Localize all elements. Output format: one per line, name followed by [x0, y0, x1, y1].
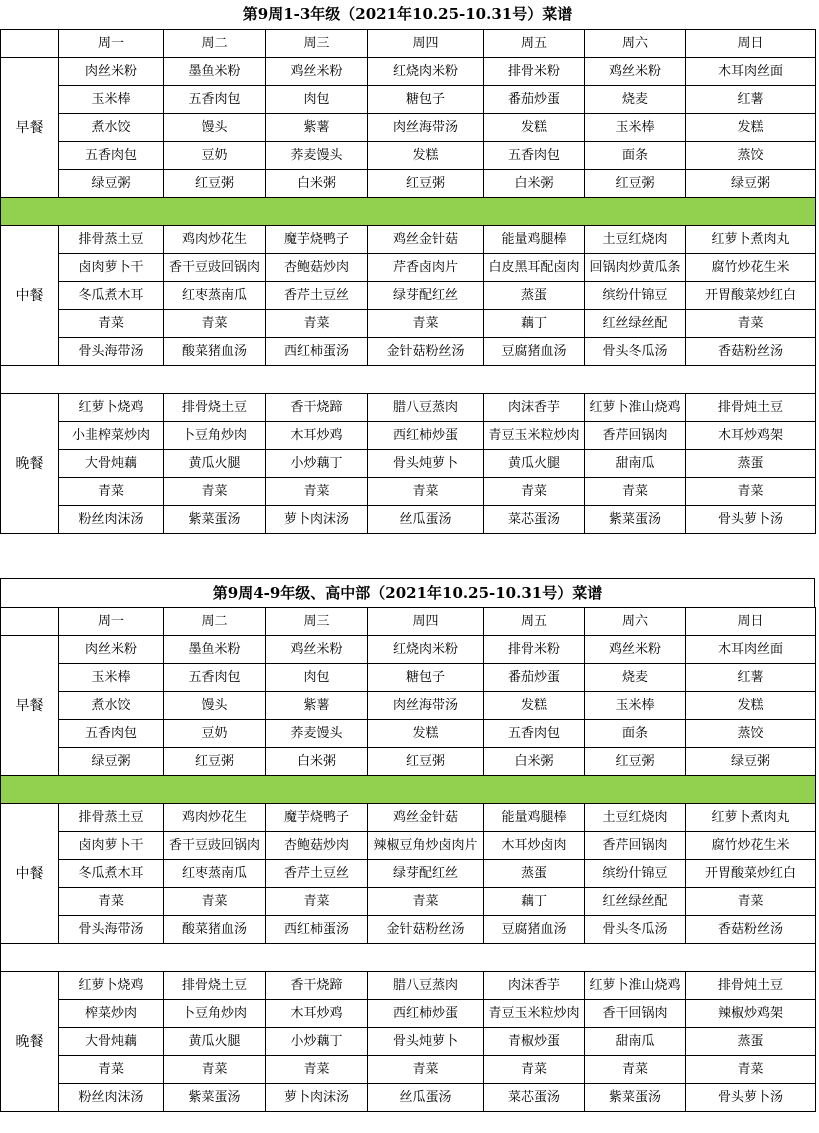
dish-cell: 青菜: [164, 310, 266, 338]
dish-cell: 红丝绿丝配: [585, 310, 686, 338]
day-header: 周日: [686, 30, 816, 58]
dish-cell: 甜南瓜: [585, 1028, 686, 1056]
dish-cell: 西红柿蛋汤: [266, 338, 368, 366]
dish-cell: 烧麦: [585, 664, 686, 692]
dish-cell: 香干烧蹄: [266, 972, 368, 1000]
dish-cell: 榨菜炒肉: [59, 1000, 164, 1028]
dish-cell: 排骨烧土豆: [164, 972, 266, 1000]
dish-cell: 紫菜蛋汤: [164, 506, 266, 534]
dish-cell: 玉米棒: [59, 86, 164, 114]
dish-cell: 青椒炒蛋: [484, 1028, 585, 1056]
dish-cell: 紫薯: [266, 692, 368, 720]
day-header: 周四: [368, 608, 484, 636]
table-row: [1, 478, 816, 506]
day-header: 周二: [164, 608, 266, 636]
dish-cell: 粉丝肉沫汤: [59, 506, 164, 534]
dish-cell: 红丝绿丝配: [585, 888, 686, 916]
table-row: [1, 114, 816, 142]
table-row: [1, 1084, 816, 1112]
dish-cell: 肉丝海带汤: [368, 692, 484, 720]
dish-cell: 五香肉包: [164, 664, 266, 692]
dish-cell: 肉包: [266, 86, 368, 114]
dish-cell: 鸡丝米粉: [585, 58, 686, 86]
dish-cell: 红豆粥: [164, 748, 266, 776]
dish-cell: 木耳肉丝面: [686, 58, 816, 86]
dish-cell: 青菜: [266, 310, 368, 338]
dish-cell: 红豆粥: [368, 748, 484, 776]
table-row: [1, 170, 816, 198]
meal-label: 中餐: [1, 804, 59, 944]
dish-cell: 青菜: [484, 1056, 585, 1084]
menu-table: [0, 29, 816, 534]
table-row: [1, 1000, 816, 1028]
dish-cell: 鸡丝米粉: [266, 636, 368, 664]
table-row: [1, 282, 816, 310]
day-header: 周一: [59, 608, 164, 636]
blank-separator-row: [1, 366, 816, 394]
dish-cell: 蒸蛋: [484, 282, 585, 310]
table-row: [1, 832, 816, 860]
dish-cell: 白米粥: [484, 748, 585, 776]
table-row: [1, 916, 816, 944]
menu-title: 第9周1-3年级（2021年10.25-10.31号）菜谱: [242, 5, 573, 23]
dish-cell: 藕丁: [484, 888, 585, 916]
dish-cell: 骨头海带汤: [59, 338, 164, 366]
dish-cell: 青菜: [686, 310, 816, 338]
dish-cell: 青豆玉米粒炒肉: [484, 1000, 585, 1028]
dish-cell: 青菜: [368, 310, 484, 338]
dish-cell: 骨头萝卜汤: [686, 1084, 816, 1112]
dish-cell: 杏鲍菇炒肉: [266, 254, 368, 282]
dish-cell: 黄瓜火腿: [164, 450, 266, 478]
dish-cell: 魔芋烧鸭子: [266, 804, 368, 832]
dish-cell: 肉沫香芋: [484, 394, 585, 422]
dish-cell: 卤肉萝卜干: [59, 832, 164, 860]
dish-cell: 小韭榨菜炒肉: [59, 422, 164, 450]
dish-cell: 白皮黑耳配卤肉: [484, 254, 585, 282]
dish-cell: 香干烧蹄: [266, 394, 368, 422]
table-row: [1, 422, 816, 450]
dish-cell: 粉丝肉沫汤: [59, 1084, 164, 1112]
dish-cell: 骨头海带汤: [59, 916, 164, 944]
dish-cell: 蒸蛋: [484, 860, 585, 888]
dish-cell: 红萝卜烧鸡: [59, 972, 164, 1000]
dish-cell: 煮水饺: [59, 114, 164, 142]
dish-cell: 杏鲍菇炒肉: [266, 832, 368, 860]
dish-cell: 青菜: [368, 888, 484, 916]
dish-cell: 菜芯蛋汤: [484, 1084, 585, 1112]
dish-cell: 紫薯: [266, 114, 368, 142]
dish-cell: 蒸饺: [686, 142, 816, 170]
separator-cell: [1, 776, 816, 804]
dish-cell: 木耳炒卤肉: [484, 832, 585, 860]
table-row: [1, 394, 816, 422]
dish-cell: 绿芽配红丝: [368, 860, 484, 888]
dish-cell: 馒头: [164, 114, 266, 142]
dish-cell: 骨头萝卜汤: [686, 506, 816, 534]
blank-separator-row: [1, 944, 816, 972]
dish-cell: 玉米棒: [585, 114, 686, 142]
dish-cell: 黄瓜火腿: [484, 450, 585, 478]
corner-cell: [1, 608, 59, 636]
dish-cell: 红萝卜淮山烧鸡: [585, 394, 686, 422]
dish-cell: 红萝卜烧鸡: [59, 394, 164, 422]
table-row: [1, 338, 816, 366]
dish-cell: 发糕: [484, 114, 585, 142]
dish-cell: 鸡丝米粉: [266, 58, 368, 86]
dish-cell: 藕丁: [484, 310, 585, 338]
table-row: [1, 506, 816, 534]
dish-cell: 紫菜蛋汤: [585, 1084, 686, 1112]
menu-body: [1, 30, 816, 534]
table-row: [1, 226, 816, 254]
dish-cell: 萝卜肉沫汤: [266, 506, 368, 534]
dish-cell: 红烧肉米粉: [368, 58, 484, 86]
dish-cell: 骨头炖萝卜: [368, 1028, 484, 1056]
day-header: 周三: [266, 608, 368, 636]
day-header: 周五: [484, 30, 585, 58]
dish-cell: 豆奶: [164, 720, 266, 748]
dish-cell: 青菜: [686, 888, 816, 916]
dish-cell: 白米粥: [484, 170, 585, 198]
dish-cell: 排骨米粉: [484, 636, 585, 664]
dish-cell: 肉包: [266, 664, 368, 692]
dish-cell: 红豆粥: [585, 748, 686, 776]
dish-cell: 丝瓜蛋汤: [368, 506, 484, 534]
dish-cell: 白米粥: [266, 170, 368, 198]
dish-cell: 肉沫香芋: [484, 972, 585, 1000]
dish-cell: 香芹回锅肉: [585, 422, 686, 450]
table-row: [1, 720, 816, 748]
table-row: [1, 310, 816, 338]
dish-cell: 木耳炒鸡: [266, 422, 368, 450]
dish-cell: 土豆红烧肉: [585, 804, 686, 832]
dish-cell: 排骨米粉: [484, 58, 585, 86]
dish-cell: 缤纷什锦豆: [585, 282, 686, 310]
dish-cell: 青菜: [164, 1056, 266, 1084]
dish-cell: 玉米棒: [59, 664, 164, 692]
dish-cell: 绿豆粥: [686, 170, 816, 198]
dish-cell: 卜豆角炒肉: [164, 422, 266, 450]
menu-body: [1, 608, 816, 1112]
dish-cell: 魔芋烧鸭子: [266, 226, 368, 254]
dish-cell: 面条: [585, 142, 686, 170]
table-row: [1, 692, 816, 720]
dish-cell: 发糕: [368, 142, 484, 170]
table-row: [1, 58, 816, 86]
dish-cell: 红枣蒸南瓜: [164, 860, 266, 888]
dish-cell: 红枣蒸南瓜: [164, 282, 266, 310]
dish-cell: 豆腐猪血汤: [484, 916, 585, 944]
dish-cell: 绿豆粥: [59, 748, 164, 776]
table-row: [1, 860, 816, 888]
dish-cell: 发糕: [368, 720, 484, 748]
dish-cell: 回锅肉炒黄瓜条: [585, 254, 686, 282]
dish-cell: 香芹土豆丝: [266, 282, 368, 310]
dish-cell: 红豆粥: [368, 170, 484, 198]
dish-cell: 冬瓜煮木耳: [59, 282, 164, 310]
dish-cell: 五香肉包: [164, 86, 266, 114]
dish-cell: 辣椒炒鸡架: [686, 1000, 816, 1028]
corner-cell: [1, 30, 59, 58]
dish-cell: 紫菜蛋汤: [164, 1084, 266, 1112]
dish-cell: 木耳炒鸡架: [686, 422, 816, 450]
dish-cell: 红薯: [686, 86, 816, 114]
dish-cell: 萝卜肉沫汤: [266, 1084, 368, 1112]
dish-cell: 糖包子: [368, 86, 484, 114]
dish-cell: 木耳肉丝面: [686, 636, 816, 664]
dish-cell: 青菜: [59, 888, 164, 916]
dish-cell: 鸡丝米粉: [585, 636, 686, 664]
dish-cell: 五香肉包: [59, 720, 164, 748]
dish-cell: 肉丝米粉: [59, 58, 164, 86]
day-header: 周五: [484, 608, 585, 636]
dish-cell: 蒸蛋: [686, 1028, 816, 1056]
dish-cell: 小炒藕丁: [266, 450, 368, 478]
dish-cell: 豆腐猪血汤: [484, 338, 585, 366]
dish-cell: 开胃酸菜炒红白: [686, 860, 816, 888]
day-header: 周日: [686, 608, 816, 636]
green-separator-row: [1, 198, 816, 226]
dish-cell: 绿豆粥: [59, 170, 164, 198]
table-row: [1, 1028, 816, 1056]
dish-cell: 五香肉包: [484, 142, 585, 170]
separator-cell: [1, 944, 816, 972]
meal-label: 早餐: [1, 636, 59, 776]
dish-cell: 番茄炒蛋: [484, 86, 585, 114]
separator-cell: [1, 366, 816, 394]
dish-cell: 紫菜蛋汤: [585, 506, 686, 534]
dish-cell: 排骨炖土豆: [686, 972, 816, 1000]
dish-cell: 金针菇粉丝汤: [368, 338, 484, 366]
table-row: [1, 972, 816, 1000]
dish-cell: 冬瓜煮木耳: [59, 860, 164, 888]
dish-cell: 青菜: [59, 478, 164, 506]
dish-cell: 西红柿炒蛋: [368, 422, 484, 450]
dish-cell: 煮水饺: [59, 692, 164, 720]
dish-cell: 鸡丝金针菇: [368, 804, 484, 832]
dish-cell: 骨头冬瓜汤: [585, 916, 686, 944]
dish-cell: 腊八豆蒸肉: [368, 972, 484, 1000]
meal-label: 早餐: [1, 58, 59, 198]
dish-cell: 排骨炖土豆: [686, 394, 816, 422]
dish-cell: 青菜: [686, 1056, 816, 1084]
meal-label: 晚餐: [1, 394, 59, 534]
dish-cell: 青菜: [266, 478, 368, 506]
dish-cell: 青菜: [368, 478, 484, 506]
dish-cell: 鸡肉炒花生: [164, 804, 266, 832]
dish-cell: 大骨炖藕: [59, 1028, 164, 1056]
dish-cell: 红豆粥: [585, 170, 686, 198]
dish-cell: 白米粥: [266, 748, 368, 776]
dish-cell: 糖包子: [368, 664, 484, 692]
day-header: 周四: [368, 30, 484, 58]
table-row: [1, 86, 816, 114]
dish-cell: 发糕: [686, 114, 816, 142]
table-row: [1, 636, 816, 664]
dish-cell: 红烧肉米粉: [368, 636, 484, 664]
dish-cell: 红萝卜煮肉丸: [686, 804, 816, 832]
dish-cell: 能量鸡腿棒: [484, 226, 585, 254]
dish-cell: 卜豆角炒肉: [164, 1000, 266, 1028]
dish-cell: 番茄炒蛋: [484, 664, 585, 692]
dish-cell: 骨头冬瓜汤: [585, 338, 686, 366]
dish-cell: 芹香卤肉片: [368, 254, 484, 282]
dish-cell: 酸菜猪血汤: [164, 338, 266, 366]
table-row: [1, 888, 816, 916]
dish-cell: 香芹回锅肉: [585, 832, 686, 860]
table-row: [1, 142, 816, 170]
dish-cell: 发糕: [686, 692, 816, 720]
table-row: [1, 664, 816, 692]
dish-cell: 青菜: [585, 1056, 686, 1084]
dish-cell: 烧麦: [585, 86, 686, 114]
dish-cell: 绿豆粥: [686, 748, 816, 776]
menu-table: [0, 607, 816, 1112]
dish-cell: 青菜: [164, 888, 266, 916]
dish-cell: 青菜: [266, 1056, 368, 1084]
dish-cell: 辣椒豆角炒卤肉片: [368, 832, 484, 860]
dish-cell: 青菜: [368, 1056, 484, 1084]
day-header: 周一: [59, 30, 164, 58]
dish-cell: 玉米棒: [585, 692, 686, 720]
dish-cell: 红豆粥: [164, 170, 266, 198]
dish-cell: 肉丝海带汤: [368, 114, 484, 142]
header-row: [1, 30, 816, 58]
day-header: 周六: [585, 608, 686, 636]
dish-cell: 青菜: [585, 478, 686, 506]
dish-cell: 骨头炖萝卜: [368, 450, 484, 478]
green-separator-row: [1, 776, 816, 804]
dish-cell: 绿芽配红丝: [368, 282, 484, 310]
dish-cell: 酸菜猪血汤: [164, 916, 266, 944]
dish-cell: 馒头: [164, 692, 266, 720]
dish-cell: 红薯: [686, 664, 816, 692]
dish-cell: 荞麦馒头: [266, 720, 368, 748]
dish-cell: 菜芯蛋汤: [484, 506, 585, 534]
dish-cell: 红萝卜淮山烧鸡: [585, 972, 686, 1000]
dish-cell: 肉丝米粉: [59, 636, 164, 664]
meal-label: 中餐: [1, 226, 59, 366]
dish-cell: 青菜: [266, 888, 368, 916]
table-row: [1, 1056, 816, 1084]
meal-label: 晚餐: [1, 972, 59, 1112]
dish-cell: 缤纷什锦豆: [585, 860, 686, 888]
dish-cell: 蒸蛋: [686, 450, 816, 478]
dish-cell: 开胃酸菜炒红白: [686, 282, 816, 310]
dish-cell: 腐竹炒花生米: [686, 832, 816, 860]
dish-cell: 鸡肉炒花生: [164, 226, 266, 254]
table-row: [1, 254, 816, 282]
dish-cell: 蒸饺: [686, 720, 816, 748]
dish-cell: 排骨蒸土豆: [59, 226, 164, 254]
dish-cell: 青菜: [686, 478, 816, 506]
dish-cell: 荞麦馒头: [266, 142, 368, 170]
dish-cell: 香芹土豆丝: [266, 860, 368, 888]
dish-cell: 香干回锅肉: [585, 1000, 686, 1028]
dish-cell: 金针菇粉丝汤: [368, 916, 484, 944]
dish-cell: 香干豆豉回锅肉: [164, 832, 266, 860]
dish-cell: 大骨炖藕: [59, 450, 164, 478]
dish-cell: 发糕: [484, 692, 585, 720]
dish-cell: 卤肉萝卜干: [59, 254, 164, 282]
menu-title: 第9周4-9年级、高中部（2021年10.25-10.31号）菜谱: [0, 578, 815, 607]
dish-cell: 能量鸡腿棒: [484, 804, 585, 832]
table-row: [1, 804, 816, 832]
header-row: [1, 608, 816, 636]
dish-cell: 鸡丝金针菇: [368, 226, 484, 254]
menu-block-grade-1-3: [0, 0, 815, 534]
menu-block-grade-4-9: [0, 578, 815, 1112]
dish-cell: 豆奶: [164, 142, 266, 170]
dish-cell: 墨鱼米粉: [164, 636, 266, 664]
dish-cell: 面条: [585, 720, 686, 748]
dish-cell: 青菜: [484, 478, 585, 506]
table-row: [1, 748, 816, 776]
dish-cell: 墨鱼米粉: [164, 58, 266, 86]
dish-cell: 黄瓜火腿: [164, 1028, 266, 1056]
dish-cell: 甜南瓜: [585, 450, 686, 478]
dish-cell: 红萝卜煮肉丸: [686, 226, 816, 254]
day-header: 周三: [266, 30, 368, 58]
dish-cell: 五香肉包: [484, 720, 585, 748]
dish-cell: 青菜: [59, 1056, 164, 1084]
dish-cell: 青菜: [59, 310, 164, 338]
dish-cell: 香菇粉丝汤: [686, 338, 816, 366]
day-header: 周二: [164, 30, 266, 58]
table-row: [1, 450, 816, 478]
dish-cell: 小炒藕丁: [266, 1028, 368, 1056]
dish-cell: 腊八豆蒸肉: [368, 394, 484, 422]
dish-cell: 五香肉包: [59, 142, 164, 170]
dish-cell: 腐竹炒花生米: [686, 254, 816, 282]
dish-cell: 木耳炒鸡: [266, 1000, 368, 1028]
day-header: 周六: [585, 30, 686, 58]
dish-cell: 西红柿蛋汤: [266, 916, 368, 944]
dish-cell: 排骨烧土豆: [164, 394, 266, 422]
dish-cell: 排骨蒸土豆: [59, 804, 164, 832]
separator-cell: [1, 198, 816, 226]
dish-cell: 西红柿炒蛋: [368, 1000, 484, 1028]
dish-cell: 香干豆豉回锅肉: [164, 254, 266, 282]
dish-cell: 青菜: [164, 478, 266, 506]
dish-cell: 香菇粉丝汤: [686, 916, 816, 944]
dish-cell: 土豆红烧肉: [585, 226, 686, 254]
dish-cell: 青豆玉米粒炒肉: [484, 422, 585, 450]
dish-cell: 丝瓜蛋汤: [368, 1084, 484, 1112]
